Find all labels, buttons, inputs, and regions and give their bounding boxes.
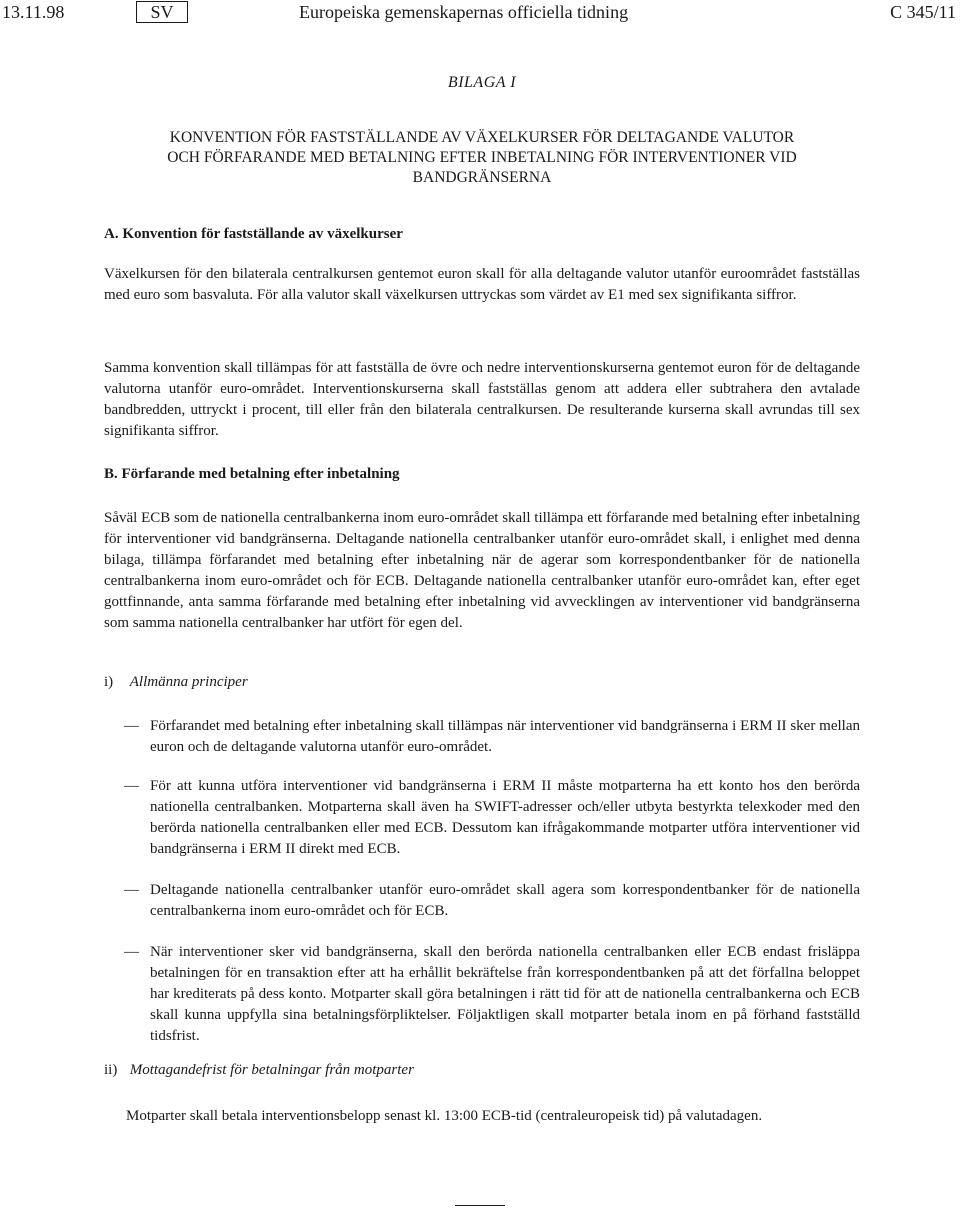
page-reference: C 345/11 <box>890 2 956 22</box>
section-a-heading: A. Konvention för fastställande av växelkurser <box>104 226 403 242</box>
list-item-text: Förfarandet med betalning efter inbetalning skall tillämpas när interventioner vid bandgränserna i ERM II sker mellan euron och de deltagande valutorna utanför euro-området. <box>150 718 860 755</box>
journal-title: Europeiska gemenskapernas officiella tidning <box>299 2 629 22</box>
title-line: OCH FÖRFARANDE MED BETALNING EFTER INBETALNING FÖR INTERVENTIONER VID <box>167 149 797 166</box>
dash-marker: — <box>124 944 139 960</box>
list-item-text: Deltagande nationella centralbanker utanför euro-området skall agera som korrespondentbanker för de nationella centralbankerna inom euro-området och för ECB. <box>150 882 860 919</box>
title-line: KONVENTION FÖR FASTSTÄLLANDE AV VÄXELKURSER FÖR DELTAGANDE VALUTOR <box>169 129 795 146</box>
list-item <box>124 880 860 922</box>
page-header <box>0 0 960 24</box>
list-item <box>124 942 860 1047</box>
section-b-heading: B. Förfarande med betalning efter inbetalning <box>104 466 400 482</box>
footer-divider <box>455 1205 505 1206</box>
annex-label: BILAGA I <box>447 74 517 91</box>
subsection-number: ii) <box>104 1062 118 1078</box>
subsection-ii-heading <box>104 1062 414 1079</box>
section-a-paragraph: Växelkursen för den bilaterala centralkursen gentemot euron skall för alla deltagande valutor utanför euroområdet fastställas med euro som basvaluta. För alla valutor skall växelkursen uttryckas som värdet av E1 med sex signifikanta siffror. <box>104 266 860 303</box>
title-line: BANDGRÄNSERNA <box>412 169 552 186</box>
list-item <box>124 716 860 758</box>
section-b-paragraph: Såväl ECB som de nationella centralbankerna inom euro-området skall tillämpa ett förfarande med betalning efter inbetalning för interventioner vid bandgränserna. Deltagande nationella centralbanker utanför euro-området skall, i enlighet med denna bilaga, tillämpa förfarandet med betalning efter inbetalning när de agerar som korrespondentbanker för de nationella centralbankerna inom euro-området och för ECB. Deltagande nationella centralbanker utanför euro-området kan, efter eget gottfinnande, anta samma förfarande med betalning efter inbetalning vid avvecklingen av interventioner vid bandgränserna som samma nationella centralbanker har utfört för egen del. <box>104 510 860 631</box>
document-title <box>104 128 860 188</box>
issue-date: 13.11.98 <box>2 2 65 22</box>
language-code: SV <box>136 1 188 23</box>
subsection-i-heading <box>104 674 248 691</box>
list-item <box>124 776 860 860</box>
dash-marker: — <box>124 718 139 734</box>
subsection-title: Mottagandefrist för betalningar från motparter <box>129 1062 414 1078</box>
list-item-text: När interventioner sker vid bandgränserna, skall den berörda nationella centralbanken eller ECB endast frisläppa betalningen för en transaktion efter att ha erhållit bekräftelse från korrespondentbanken på att det förfallna beloppet har krediterats på dess konto. Motparter skall göra betalningen i rätt tid för att de nationella centralbankerna och ECB skall kunna uppfylla sina betalningsförpliktelser. Följaktligen skall motparter betala inom en på förhand fastställd tidsfrist. <box>150 944 860 1044</box>
dash-marker: — <box>124 778 139 794</box>
list-item-text: För att kunna utföra interventioner vid bandgränserna i ERM II måste motparterna ha ett konto hos den berörda nationella centralbanken. Motparterna skall även ha SWIFT-adresser och/eller utbyta bestyrkta telexkoder med den berörda nationella centralbanken eller med ECB. Dessutom kan ifrågakommande motparter utföra interventioner vid bandgränserna i ERM II direkt med ECB. <box>150 778 860 857</box>
subsection-number: i) <box>104 674 114 690</box>
subsection-ii-paragraph: Motparter skall betala interventionsbelopp senast kl. 13:00 ECB-tid (centraleuropeisk tid) på valutadagen. <box>126 1108 763 1124</box>
subsection-title: Allmänna principer <box>129 674 248 690</box>
dash-marker: — <box>124 882 139 898</box>
section-a-paragraph: Samma konvention skall tillämpas för att fastställa de övre och nedre interventionskurserna gentemot euron för de deltagande valutorna utanför euro-området. Interventionskurserna skall fastställas genom att addera eller subtrahera den avtalade bandbredden, uttryckt i procent, till eller från den bilaterala centralkursen. De resulterande kurserna skall avrundas till sex signifikanta siffror. <box>104 360 860 439</box>
